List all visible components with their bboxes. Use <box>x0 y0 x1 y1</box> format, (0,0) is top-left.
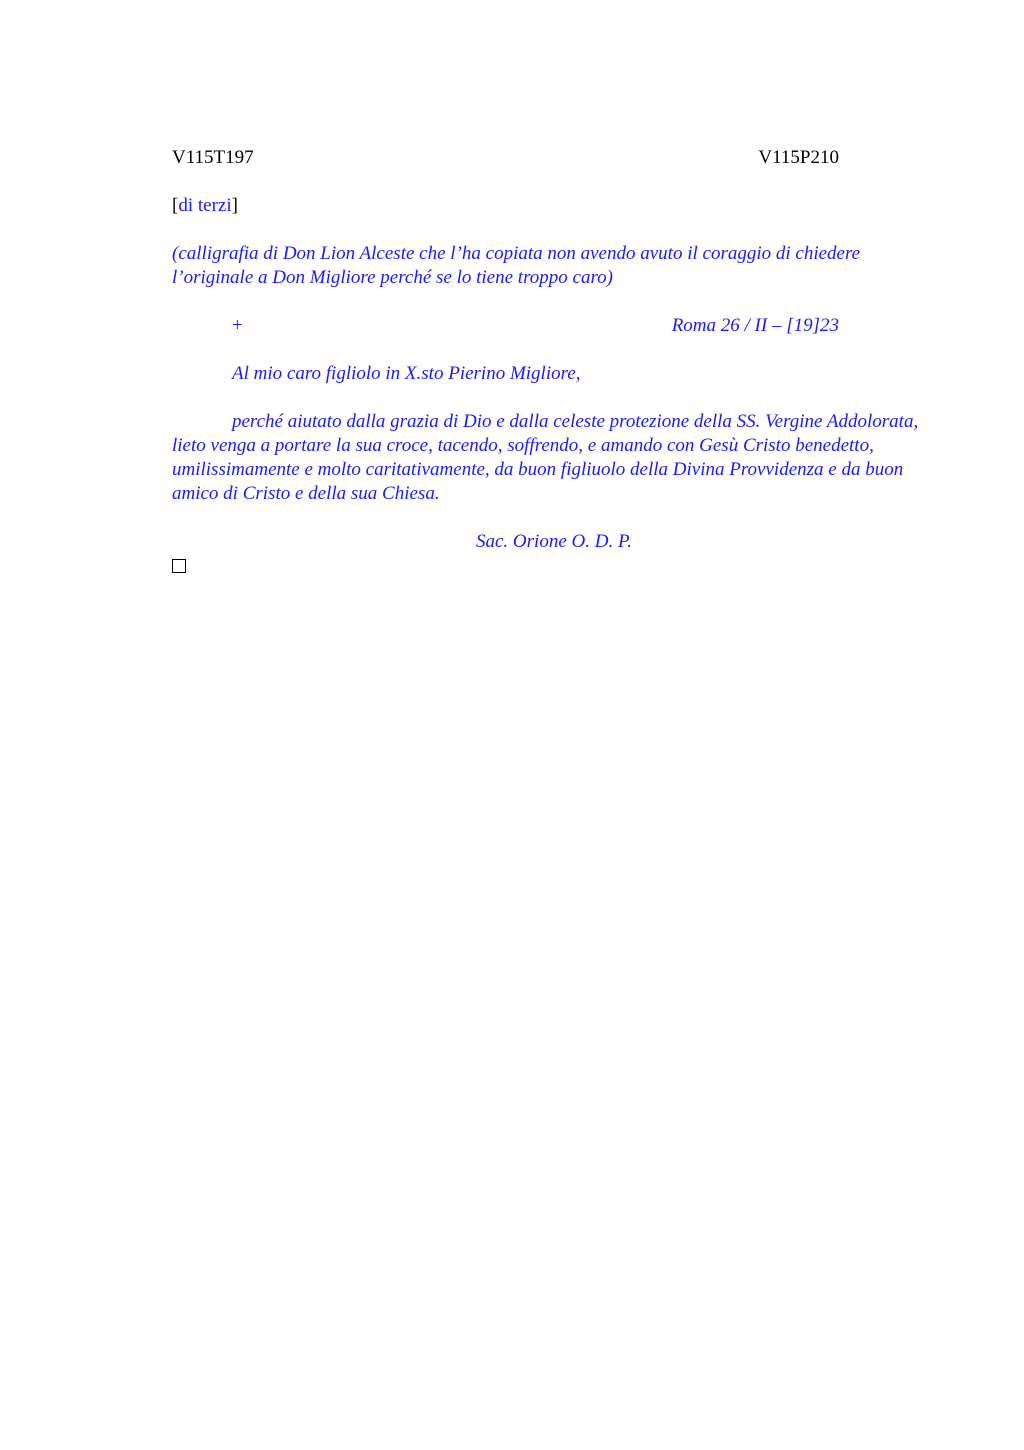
bracket-open: [ <box>172 195 179 216</box>
empty-square-icon <box>172 559 186 573</box>
volume-text-reference: V115T197 <box>172 147 254 168</box>
letter-signature: Sac. Orione O. D. P. <box>476 531 632 552</box>
cross-symbol: + <box>232 315 243 336</box>
letter-body: perché aiutato dalla grazia di Dio e dalla celeste protezione della SS. Vergine Addolorata, lieto venga a portare la sua croce, tacendo, soffrendo, e amando con Gesù Cristo benedetto, umilissimamente e molto caritativamente, da buon figliuolo della Divina Provvidenza e da buon amico di Cristo e della sua Chiesa. <box>172 411 919 504</box>
transcription-note: (calligrafia di Don Lion Alceste che l’ha copiata non avendo avuto il coraggio di chiedere l’originale a Don Migliore perché se lo tiene troppo caro) <box>172 243 861 288</box>
letter-salutation: Al mio caro figliolo in X.sto Pierino Migliore, <box>232 363 581 384</box>
letter-heading <box>172 314 920 338</box>
reference-header <box>172 146 920 170</box>
document-page <box>172 146 920 573</box>
attribution-line <box>172 194 920 218</box>
letter-date: Roma 26 / II – [19]23 <box>671 315 839 336</box>
volume-page-reference: V115P210 <box>758 147 839 168</box>
bracket-close: ] <box>231 195 238 216</box>
attribution-text: di terzi <box>178 195 232 216</box>
